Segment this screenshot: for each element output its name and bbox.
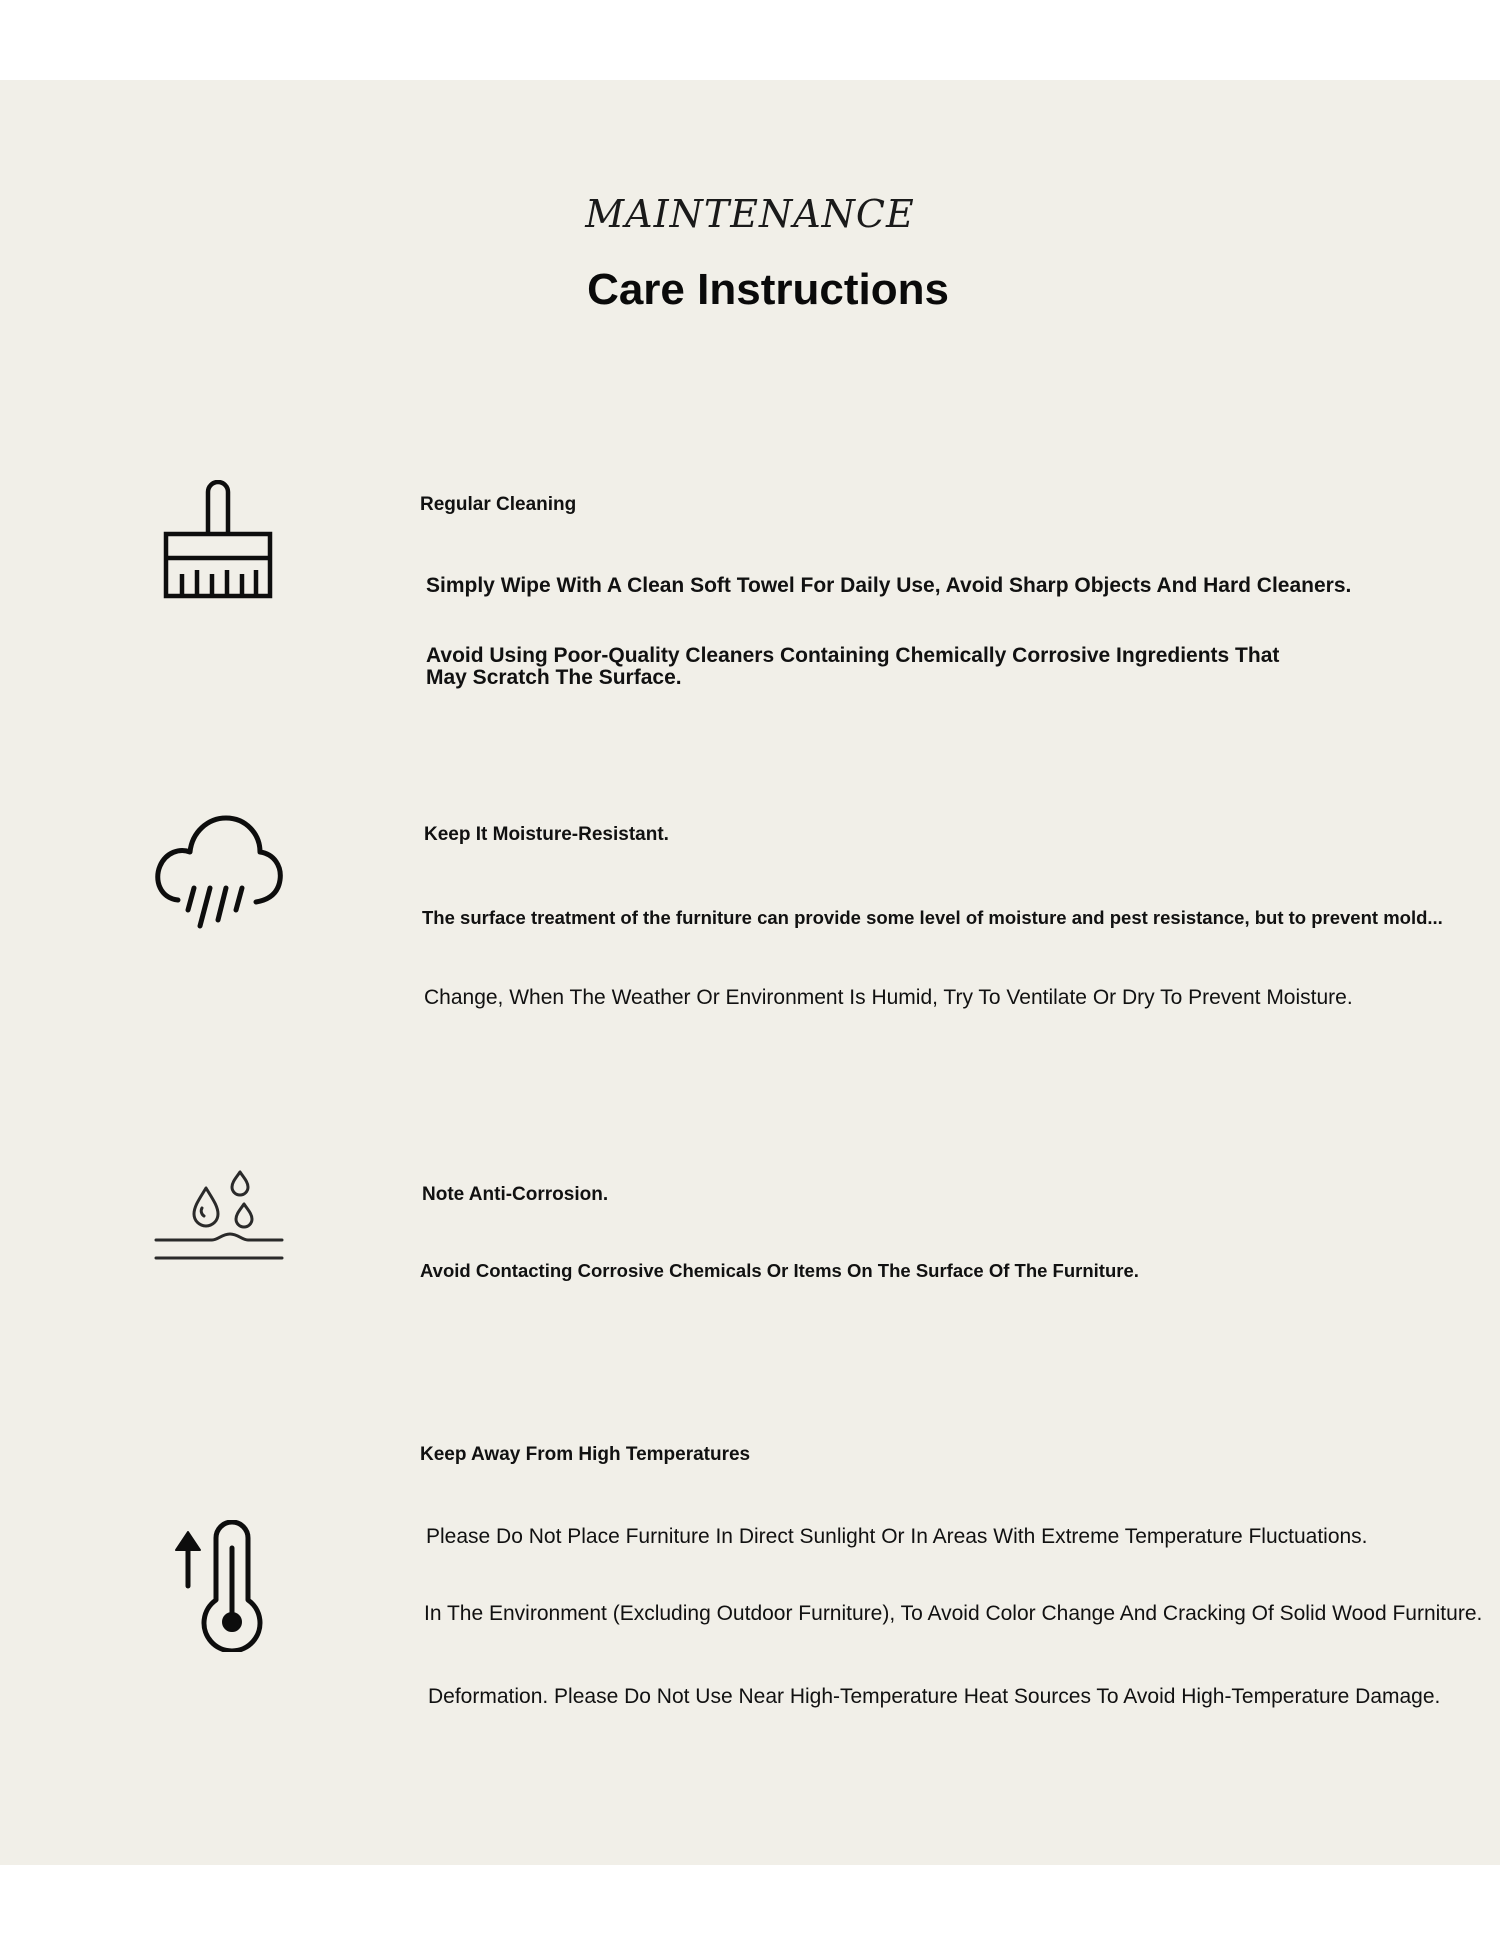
section-heading-high-temperatures: Keep Away From High Temperatures <box>420 1444 751 1465</box>
corrosion-line-1: Avoid Contacting Corrosive Chemicals Or Items On The Surface Of The Furniture. <box>420 1260 1139 1281</box>
section-heading-regular-cleaning: Regular Cleaning <box>420 494 577 515</box>
moisture-line-1: The surface treatment of the furniture can provide some level of moisture and pest resistance, but to prevent mold... <box>422 907 1443 928</box>
water-drops-surface-icon <box>154 1168 286 1264</box>
temperature-line-3: Deformation. Please Do Not Use Near High-Temperature Heat Sources To Avoid High-Temperature Damage. <box>428 1685 1441 1708</box>
brush-icon <box>160 480 276 604</box>
section-heading-moisture: Keep It Moisture-Resistant. <box>424 824 669 845</box>
temperature-line-2: In The Environment (Excluding Outdoor Furniture), To Avoid Color Change And Cracking Of Solid Wood Furniture. <box>424 1602 1483 1625</box>
rain-cloud-icon <box>152 810 284 934</box>
page-title: Care Instructions <box>587 265 949 314</box>
temperature-line-1: Please Do Not Place Furniture In Direct Sunlight Or In Areas With Extreme Temperature Fluctuations. <box>426 1525 1368 1548</box>
thermometer-up-icon <box>168 1520 272 1652</box>
care-panel <box>0 80 1500 1865</box>
section-heading-anti-corrosion: Note Anti-Corrosion. <box>422 1184 609 1205</box>
cleaning-line-2: Avoid Using Poor-Quality Cleaners Containing Chemically Corrosive Ingredients That May Scratch The Surface. <box>426 644 1280 689</box>
moisture-line-2: Change, When The Weather Or Environment Is Humid, Try To Ventilate Or Dry To Prevent Moisture. <box>424 986 1353 1009</box>
section-eyebrow: MAINTENANCE <box>585 192 915 236</box>
cleaning-line-1: Simply Wipe With A Clean Soft Towel For Daily Use, Avoid Sharp Objects And Hard Cleaners. <box>426 574 1352 597</box>
